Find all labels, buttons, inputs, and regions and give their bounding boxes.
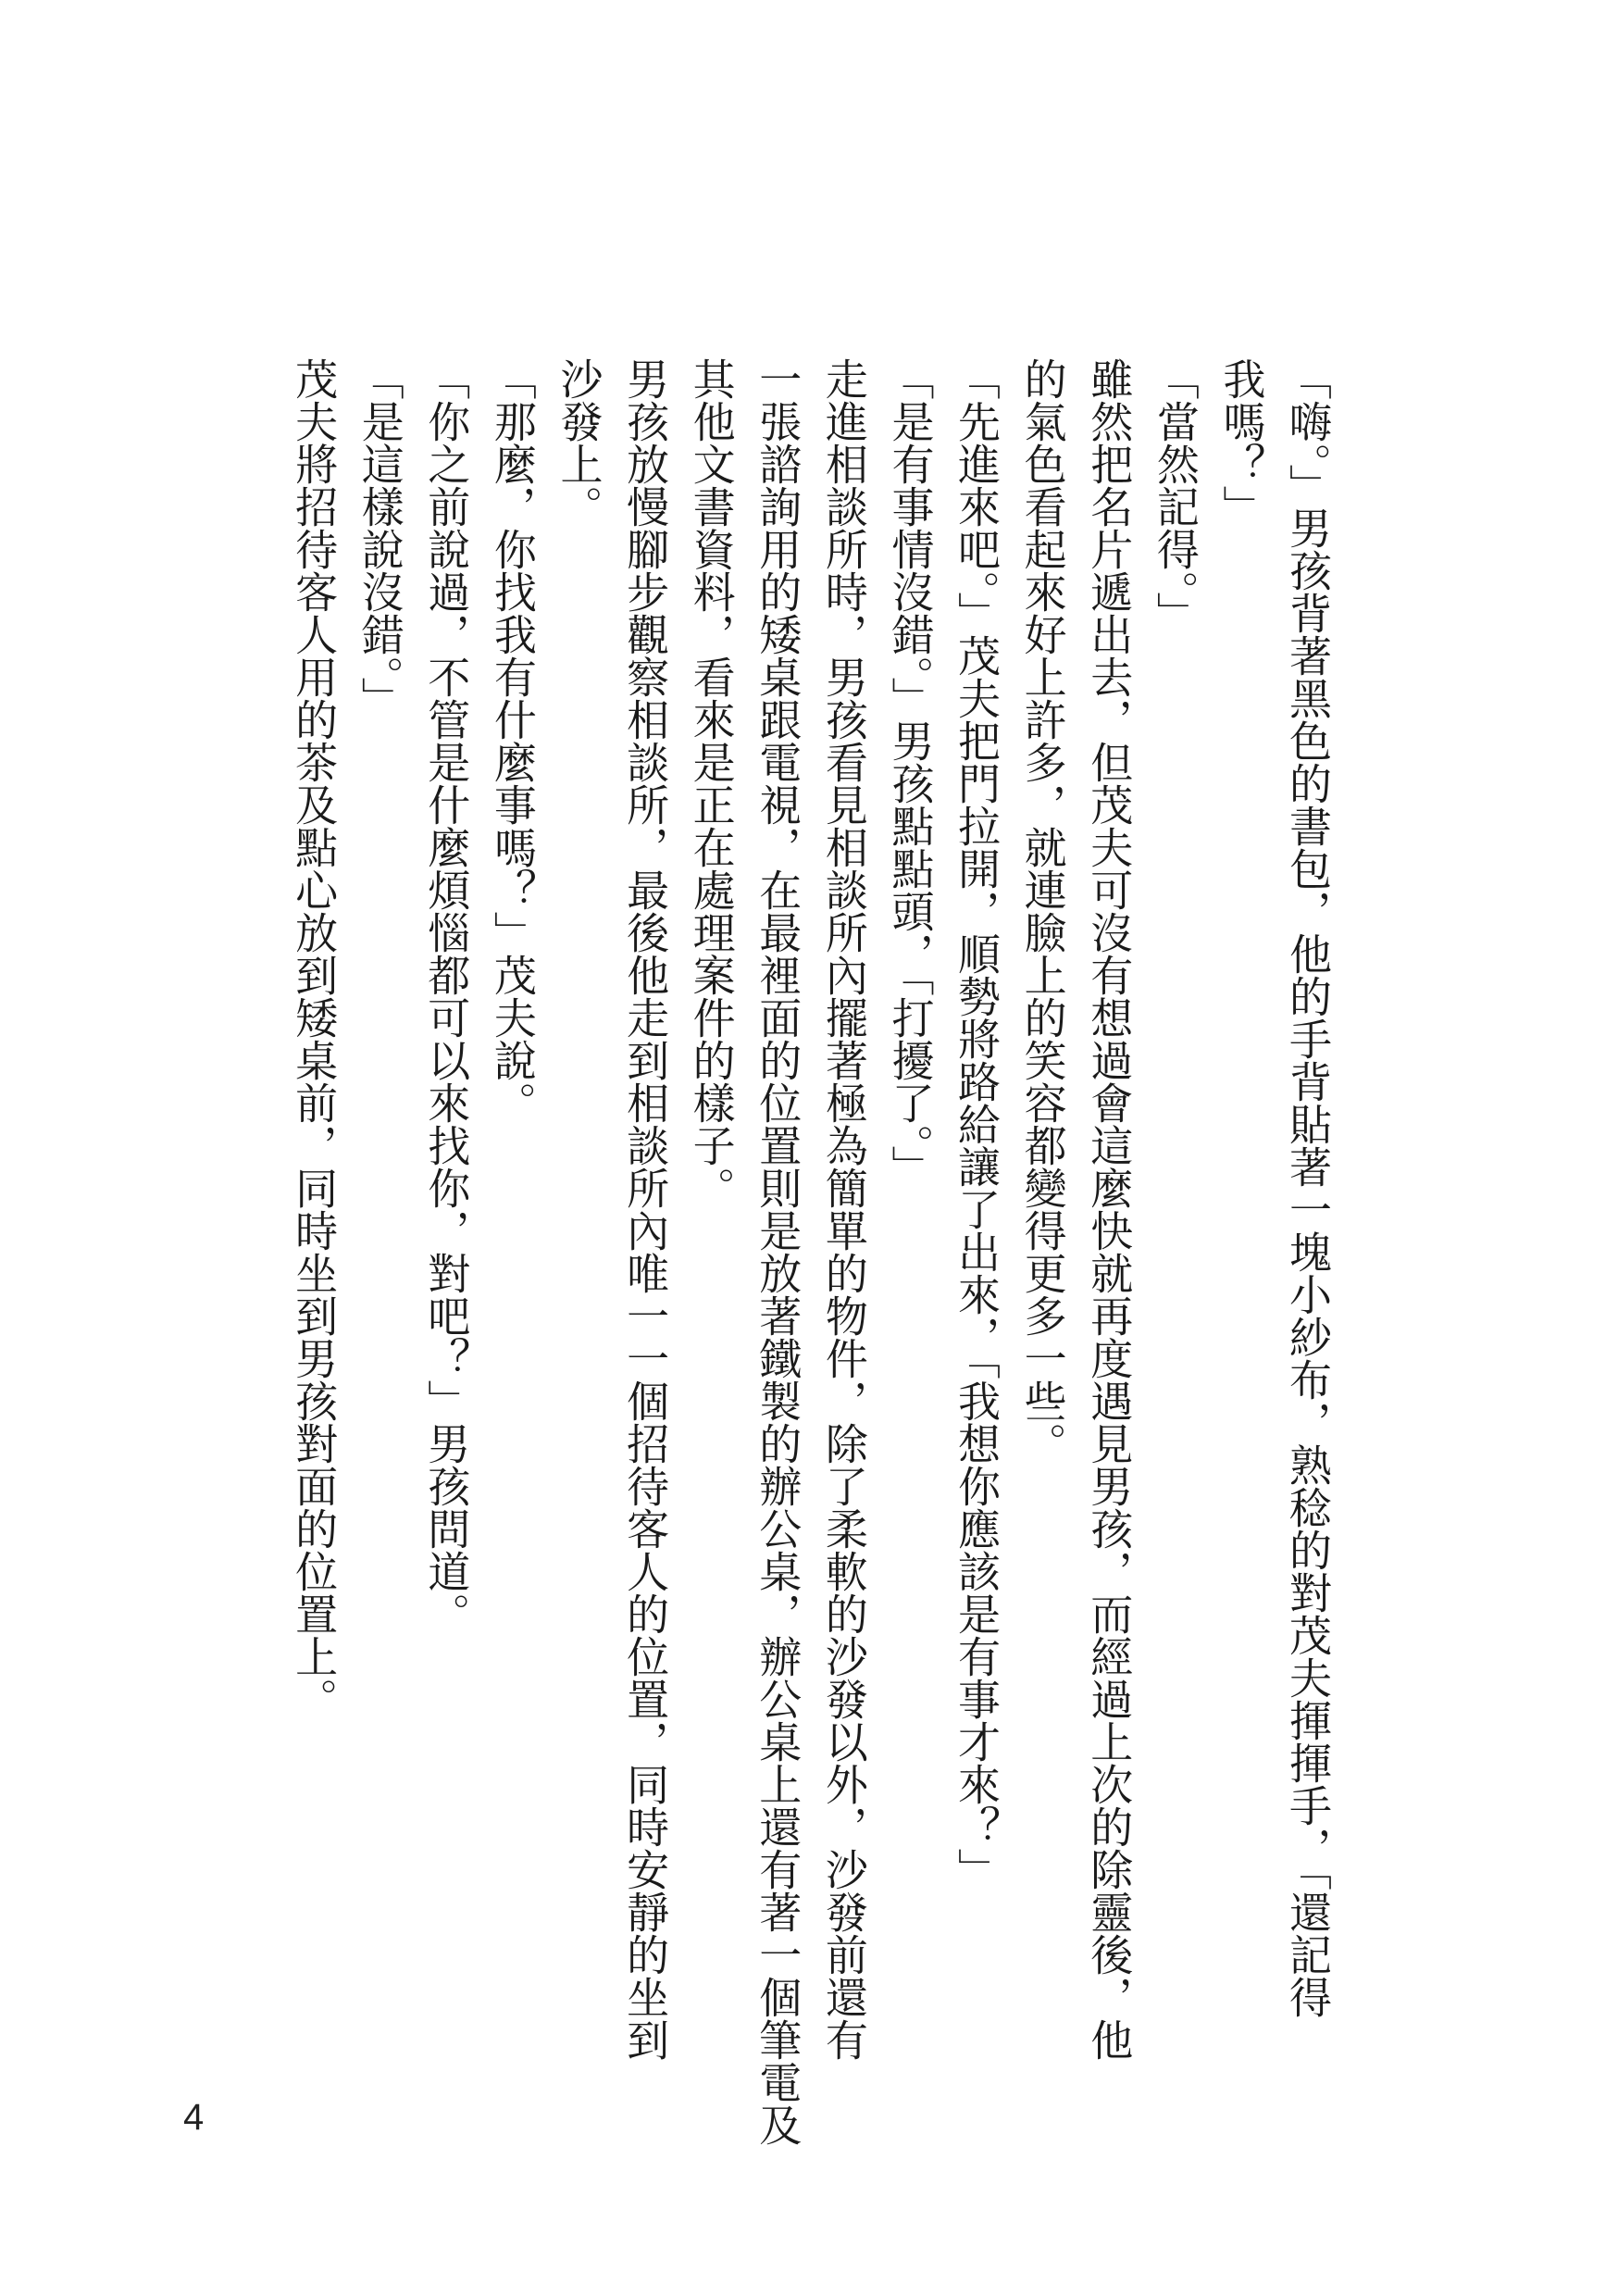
text-line: 走進相談所時，男孩看見相談所內擺著極為簡單的物件，除了柔軟的沙發以外，沙發前還有 xyxy=(818,357,869,2061)
text-line: 「先進來吧。」茂夫把門拉開，順勢將路給讓了出來，「我想你應該是有事才來？」 xyxy=(952,357,1002,1890)
text-line: 「你之前說過，不管是什麼煩惱都可以來找你，對吧？」男孩問道。 xyxy=(421,357,472,1635)
text-line: 「是有事情沒錯。」男孩點點頭，「打擾了。」 xyxy=(885,357,936,1188)
text-line: 我嗎？」 xyxy=(1216,357,1267,528)
text-line: 雖然把名片遞出去，但茂夫可沒有想過會這麼快就再度遇見男孩，而經過上次的除靈後，他 xyxy=(1084,357,1135,2061)
text-line: 「當然記得。」 xyxy=(1150,357,1201,634)
text-line: 男孩放慢腳步觀察相談所，最後他走到相談所內唯一一個招待客人的位置，同時安靜的坐到 xyxy=(620,357,671,2061)
page-number: 4 xyxy=(183,2097,205,2138)
text-line: 的氣色看起來好上許多，就連臉上的笑容都變得更多一些。 xyxy=(1017,357,1068,1465)
body-text xyxy=(280,357,1341,2146)
text-line: 「那麼，你找我有什麼事嗎？」茂夫說。 xyxy=(487,357,538,1124)
text-line: 「是這樣說沒錯。」 xyxy=(355,357,405,719)
text-line: 茂夫將招待客人用的茶及點心放到矮桌前，同時坐到男孩對面的位置上。 xyxy=(289,357,340,1720)
text-line: 一張諮詢用的矮桌跟電視，在最裡面的位置則是放著鐵製的辦公桌，辦公桌上還有著一個筆電及 xyxy=(753,357,803,2146)
text-line: 沙發上。 xyxy=(554,357,604,528)
text-line: 「嗨。」男孩背著黑色的書包，他的手背貼著一塊小紗布，熟稔的對茂夫揮揮手，「還記得 xyxy=(1283,357,1333,2018)
text-line: 其他文書資料，看來是正在處理案件的樣子。 xyxy=(686,357,737,1209)
